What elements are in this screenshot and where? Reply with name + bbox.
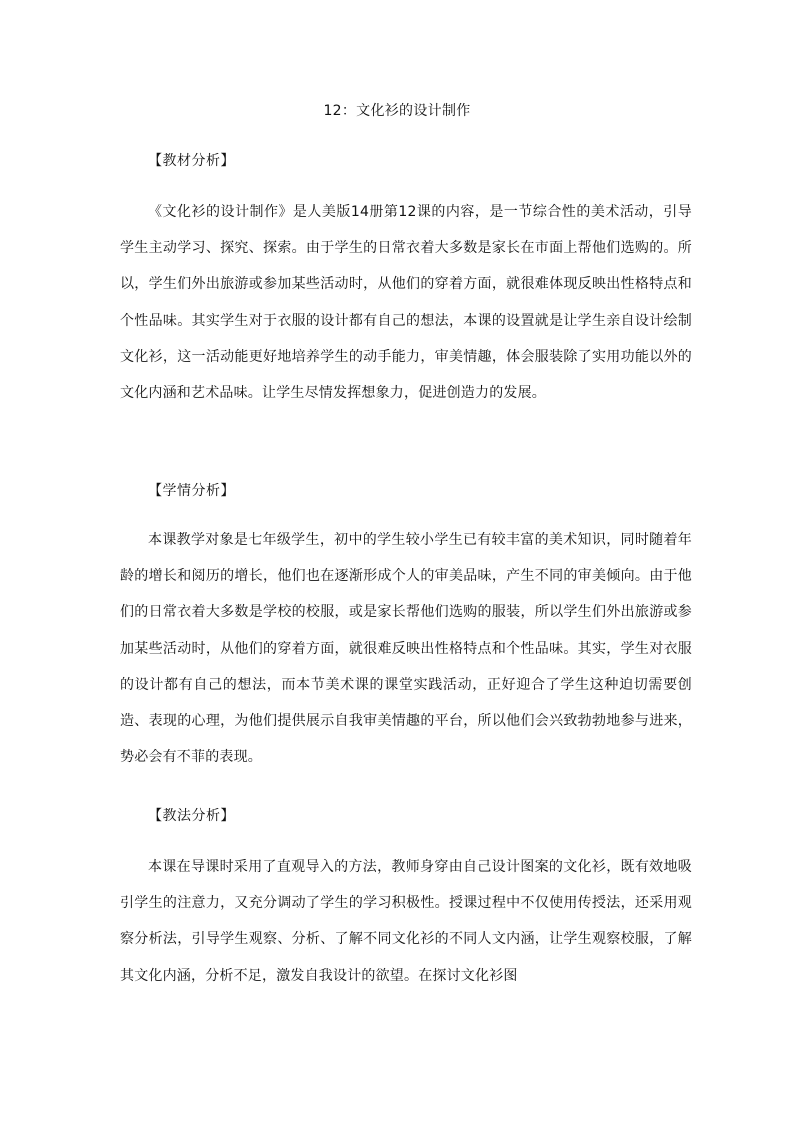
- section-body-student-analysis: 本课教学对象是七年级学生，初中的学生较小学生已有较丰富的美术知识，同时随着年龄的增长和阅历的增长，他们也在逐渐形成个人的审美品味，产生不同的审美倾向。由于他们的日常衣着大多数是学校的校服，或是家长帮他们选购的服装，所以学生们外出旅游或参加某些活动时，从他们的穿着方面，就很难反映出性格特点和个性品味。其实，学生对衣服的设计都有自己的想法，而本节美术课的课堂实践活动，正好迎合了学生这种迫切需要创造、表现的心理，为他们提供展示自我审美情趣的平台，所以他们会兴致勃勃地参与进来，势必会有不菲的表现。: [120, 532, 692, 766]
- document-title: 12：文化衫的设计制作: [323, 103, 471, 119]
- section-heading-textbook-analysis: 【教材分析】: [148, 153, 235, 169]
- section-heading-student-analysis: 【学情分析】: [148, 483, 235, 499]
- section-body-teaching-method-analysis: 本课在导课时采用了直观导入的方法，教师身穿由自己设计图案的文化衫，既有效地吸引学生的注意力，又充分调动了学生的学习积极性。授课过程中不仅使用传授法，还采用观察分析法，引导学生观察、分析、了解不同文化衫的不同人文内涵，让学生观察校服，了解其文化内涵，分析不足，激发自我设计的欲望。在探讨文化衫图: [120, 859, 692, 984]
- section-heading-teaching-method-analysis: 【教法分析】: [148, 808, 235, 824]
- section-body-textbook-analysis: 《文化衫的设计制作》是人美版14册第12课的内容，是一节综合性的美术活动，引导学生主动学习、探究、探索。由于学生的日常衣着大多数是家长在市面上帮他们选购的。所以，学生们外出旅游或参加某些活动时，从他们的穿着方面，就很难体现反映出性格特点和个性品味。其实学生对于衣服的设计都有自己的想法，本课的设置就是让学生亲自设计绘制文化衫，这一活动能更好地培养学生的动手能力，审美情趣，体会服装除了实用功能以外的文化内涵和艺术品味。让学生尽情发挥想象力，促进创造力的发展。: [120, 204, 692, 402]
